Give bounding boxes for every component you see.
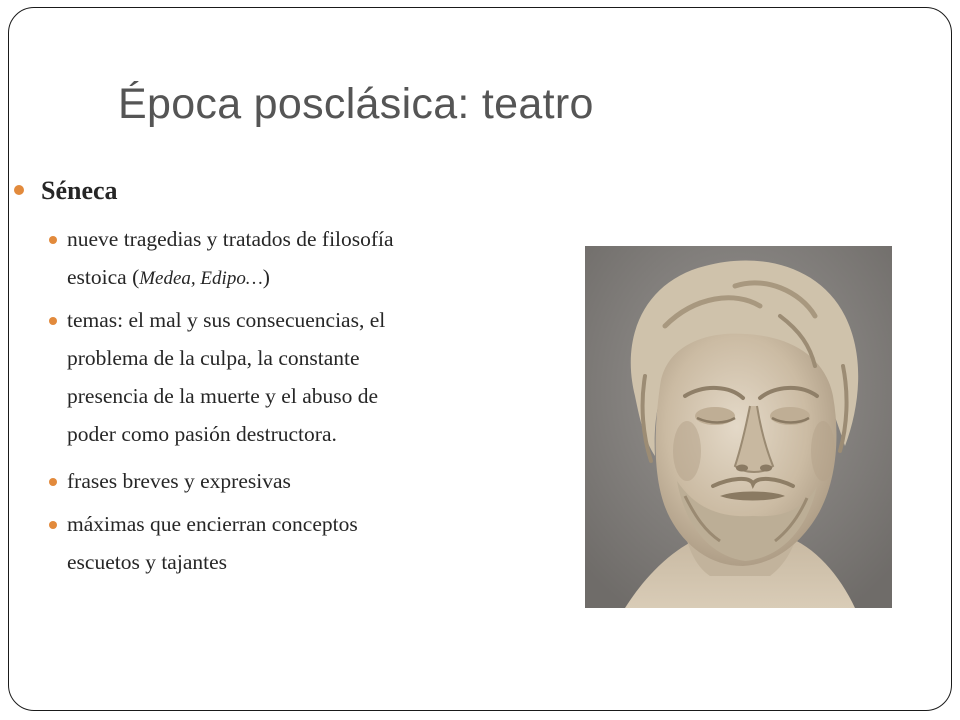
list-item	[67, 301, 537, 453]
item-line: poder como pasión destructora.	[67, 422, 337, 446]
bullet-dot-icon	[14, 185, 24, 195]
bullet-dot-icon	[49, 317, 57, 325]
bullet-dot-icon	[49, 521, 57, 529]
item-line: máximas que encierran conceptos	[67, 512, 358, 536]
item-line: temas: el mal y sus consecuencias, el	[67, 308, 386, 332]
bullet-dot-icon	[49, 236, 57, 244]
list-item	[67, 220, 537, 298]
list-item	[67, 462, 537, 500]
item-line: escuetos y tajantes	[67, 550, 228, 574]
list-item	[67, 505, 537, 581]
bust-illustration	[585, 246, 892, 608]
item-line: problema de la culpa, la constante	[67, 346, 360, 370]
item-line: nueve tragedias y tratados de filosofía	[67, 227, 394, 251]
heading-seneca: Séneca	[41, 176, 118, 205]
item-line: presencia de la muerte y el abuso de	[67, 384, 379, 408]
item-line	[67, 258, 537, 298]
item-line: frases breves y expresivas	[67, 469, 291, 493]
slide-title: Época posclásica: teatro	[118, 80, 594, 128]
item-italic-text: Medea, Edipo…	[139, 268, 263, 289]
item-text: )	[262, 265, 270, 289]
item-text: estoica (	[67, 265, 140, 289]
bullet-dot-icon	[49, 478, 57, 486]
bust-portrait-image	[585, 246, 892, 608]
